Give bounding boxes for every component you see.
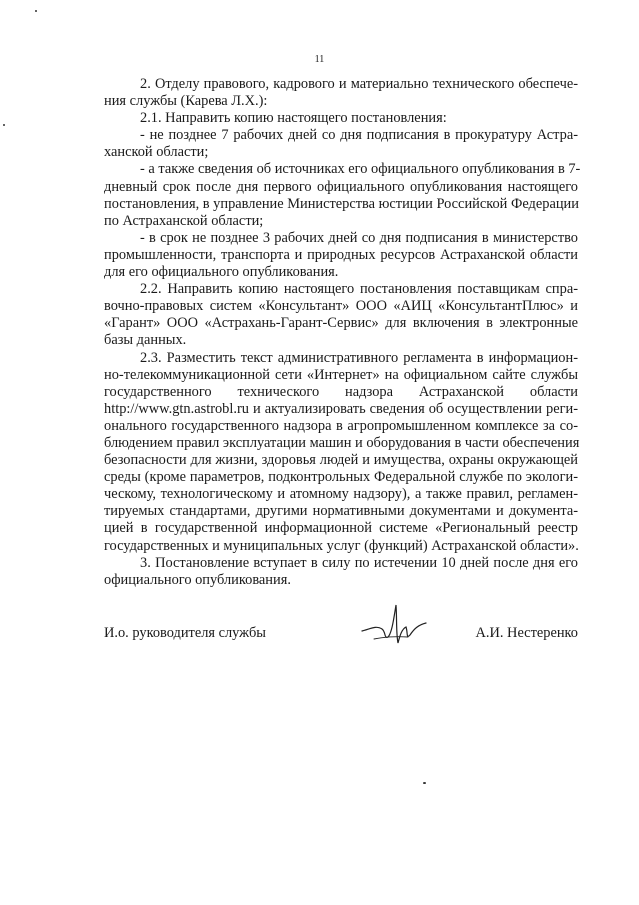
text-line: официального опубликования. [104, 571, 291, 588]
text-line: цией в государственной информационной системе «Региональный реестр [104, 520, 578, 537]
text-line: - в срок не позднее 3 рабочих дней со дня подписания в министерство [140, 229, 578, 246]
text-line: государственного технического надзора Астраханской области [104, 383, 578, 400]
text-line: вочно-правовых систем «Консультант» ООО «АИЦ «КонсультантПлюс» и [104, 298, 578, 315]
scan-speck [3, 124, 5, 126]
scan-speck [35, 10, 37, 12]
text-line: по Астраханской области; [104, 212, 264, 229]
page-number: 11 [314, 54, 325, 65]
text-line: «Гарант» ООО «Астрахань-Гарант-Сервис» для включения в электронные [104, 315, 578, 332]
text-line: постановления, в управление Министерства юстиции Российской Федерации [104, 195, 579, 212]
text-line: - не позднее 7 рабочих дней со дня подписания в прокуратуру Астра- [140, 127, 578, 144]
signature-block [104, 621, 578, 645]
text-line: безопасности для жизни, здоровья людей и имущества, охраны окружающей [104, 452, 578, 469]
text-line: блюдением правил эксплуатации машин и оборудования в части обеспечения [104, 434, 580, 451]
text-line: ния службы (Карева Л.Х.): [104, 93, 268, 110]
text-line: тируемых стандартами, другими нормативными документами и документа- [104, 503, 578, 520]
text-line: государственных и муниципальных услуг (функций) Астраханской области». [104, 537, 579, 554]
text-line: промышленности, транспорта и природных ресурсов Астраханской области [104, 246, 578, 263]
text-line: http://www.gtn.astrobl.ru и актуализировать сведения об осуществлении реги- [104, 400, 578, 417]
text-line: но-телекоммуникационной сети «Интернет» на официальном сайте службы [104, 366, 578, 383]
scan-speck [423, 782, 426, 784]
handwritten-signature [360, 599, 430, 653]
text-line: онального государственного надзора в агропромышленном комплексе за со- [104, 417, 578, 434]
text-line: ханской области; [104, 144, 209, 161]
text-line: дневный срок после дня первого официального опубликования настоящего [104, 178, 578, 195]
text-line: среды (кроме параметров, подконтрольных Федеральной службе по экологи- [104, 469, 578, 486]
text-line: 2.3. Разместить текст административного регламента в информацион- [140, 349, 578, 366]
text-line: 2. Отделу правового, кадрового и материально технического обеспече- [140, 76, 578, 92]
signatory-name: А.И. Нестеренко [475, 625, 578, 641]
document-body [104, 76, 581, 589]
text-line: 2.2. Направить копию настоящего постановления поставщикам спра- [140, 281, 578, 298]
text-line: базы данных. [104, 332, 187, 349]
text-line: 3. Постановление вступает в силу по истечении 10 дней после дня его [140, 554, 578, 571]
text-line: 2.1. Направить копию настоящего постановления: [140, 110, 447, 127]
text-line: для его официального опубликования. [104, 264, 339, 281]
signatory-title: И.о. руководителя службы [104, 625, 266, 641]
text-line: ческому, технологическому и атомному надзору), а также правил, регламен- [104, 486, 578, 503]
text-line: - а также сведения об источниках его официального опубликования в 7- [140, 161, 581, 178]
